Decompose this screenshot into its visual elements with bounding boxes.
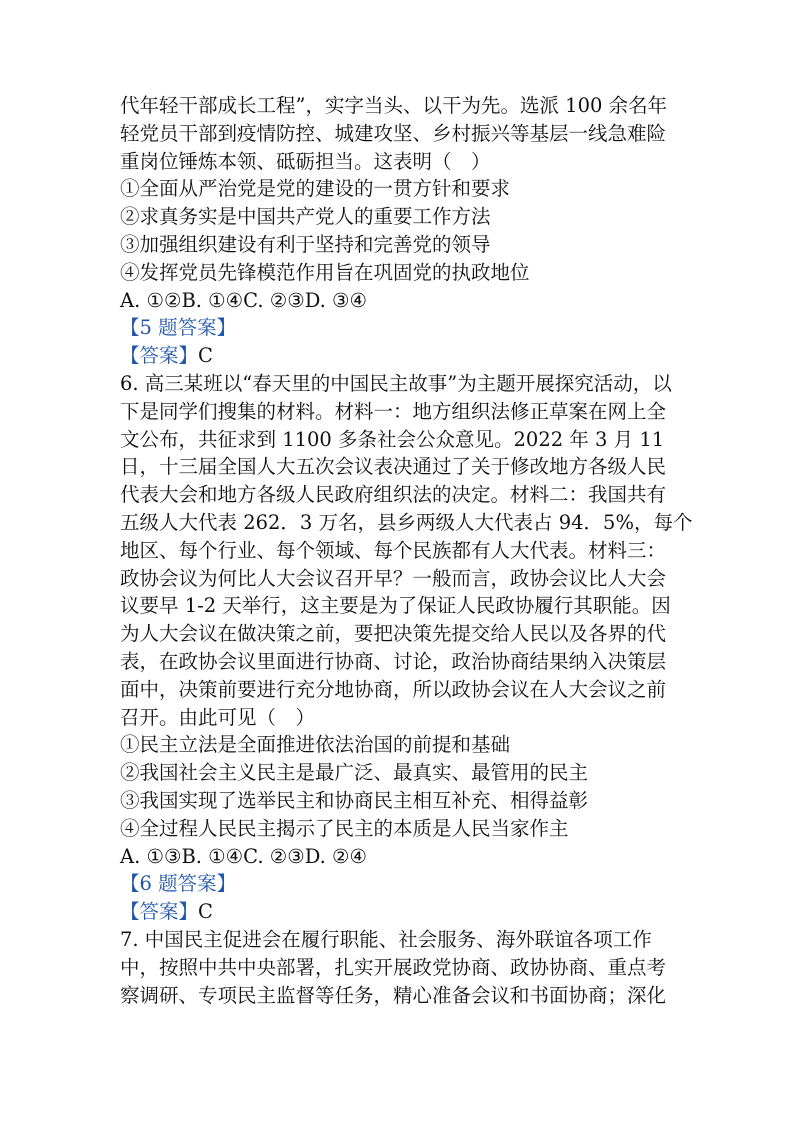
line-text: C [198,344,213,368]
text-line [120,120,680,148]
line-text: 中，按照中共中央部署，扎实开展政党协商、政协协商、重点考 [120,955,667,979]
line-text: 政协会议为何比人大会议召开早？一般而言，政协会议比人大会 [120,566,667,590]
text-line [120,453,680,481]
line-text: ③加强组织建设有利于坚持和完善党的领导 [120,232,491,256]
text-line [120,203,680,231]
answer-tag: 【答案】 [120,344,199,368]
text-line [120,175,680,203]
answer-tag: 【答案】 [120,900,199,924]
text-line [120,592,680,620]
line-text: 下是同学们搜集的材料。材料一：地方组织法修正草案在网上全 [120,399,667,423]
text-line [120,759,680,787]
line-text: A. ①③B. ①④C. ②③D. ②④ [120,844,368,868]
answer-tag: 【5 题答案】 [120,316,237,340]
answer-line [120,898,680,926]
line-text: 召开。由此可见（ ） [120,705,316,729]
text-line [120,648,680,676]
line-text: 文公布，共征求到 1100 多条社会公众意见。2022 年 3 月 11 [120,427,665,451]
line-text: 五级人大代表 262．3 万名，县乡两级人大代表占 94．5%，每个 [120,510,693,534]
text-line [120,620,680,648]
text-line [120,676,680,704]
text-line [120,398,680,426]
text-line [120,537,680,565]
line-text: 面中，决策前要进行充分地协商，所以政协会议在人大会议之前 [120,677,667,701]
text-line [120,815,680,843]
text-line [120,731,680,759]
line-text: ②我国社会主义民主是最广泛、最真实、最管用的民主 [120,761,589,785]
text-line [120,370,680,398]
line-text: C [198,900,213,924]
text-line [120,509,693,537]
line-text: 轻党员干部到疫情防控、城建攻坚、乡村振兴等基层一线急难险 [120,121,667,145]
text-line [120,843,680,871]
line-text: 代年轻干部成长工程”，实字当头、以干为先。选派 100 余名年 [120,94,668,117]
text-line [120,148,680,176]
line-text: 7. 中国民主促进会在履行职能、社会服务、海外联谊各项工作 [120,927,652,951]
answer-line [120,314,680,342]
text-line [120,426,680,454]
text-line [120,259,680,287]
answer-line [120,342,680,370]
line-text: 察调研、专项民主监督等任务，精心准备会议和书面协商；深化 [120,983,667,1007]
text-line [120,231,680,259]
line-text: 表，在政协会议里面进行协商、讨论，政治协商结果纳入决策层 [120,649,667,673]
line-text: ③我国实现了选举民主和协商民主相互补充、相得益彰 [120,788,589,812]
text-line [120,565,680,593]
line-text: 为人大会议在做决策之前，要把决策先提交给人民以及各界的代 [120,622,667,646]
line-text: ④全过程人民民主揭示了民主的本质是人民当家作主 [120,816,569,840]
answer-line [120,870,680,898]
text-line [120,926,680,954]
line-text: 6. 高三某班以“春天里的中国民主故事”为主题开展探究活动，以 [120,371,672,395]
line-text: 代表大会和地方各级人民政府组织法的决定。材料二：我国共有 [120,483,667,507]
line-text: A. ①②B. ①④C. ②③D. ③④ [120,288,368,312]
line-text: 日，十三届全国人大五次会议表决通过了关于修改地方各级人民 [120,455,667,479]
line-text: ①民主立法是全面推进依法治国的前提和基础 [120,733,511,757]
text-line [120,954,680,982]
text-line [120,92,680,120]
line-text: ①全面从严治党是党的建设的一贯方针和要求 [120,177,511,201]
line-text: ②求真务实是中国共产党人的重要工作方法 [120,205,491,229]
line-text: ④发挥党员先锋模范作用旨在巩固党的执政地位 [120,260,530,284]
text-line [120,982,680,1010]
line-text: 重岗位锤炼本领、砥砺担当。这表明（ ） [120,149,491,173]
text-line [120,287,680,315]
text-line [120,787,680,815]
line-text: 地区、每个行业、每个领域、每个民族都有人大代表。材料三： [120,538,667,562]
line-text: 议要早 1-2 天举行，这主要是为了保证人民政协履行其职能。因 [120,594,671,618]
answer-tag: 【6 题答案】 [120,872,237,896]
document-body [120,92,693,1009]
text-line [120,704,680,732]
text-line [120,481,680,509]
